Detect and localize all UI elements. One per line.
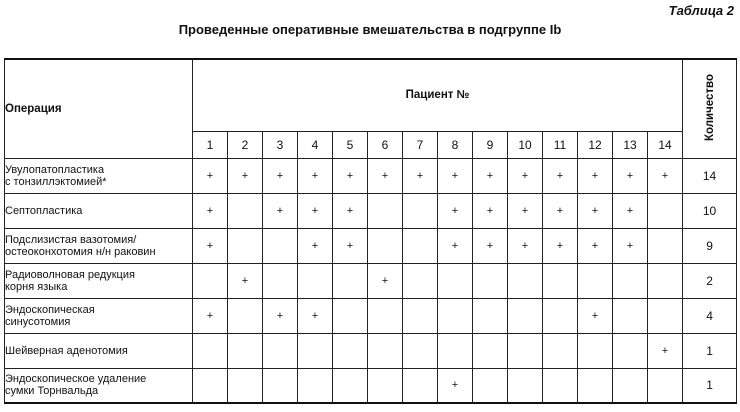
patient-number-header: 14 bbox=[648, 131, 683, 158]
patient-mark-cell bbox=[368, 333, 403, 368]
patient-mark-cell bbox=[543, 298, 578, 333]
patient-mark-cell bbox=[368, 298, 403, 333]
patient-mark-cell: + bbox=[263, 193, 298, 228]
patient-mark-cell bbox=[193, 263, 228, 298]
patient-mark-cell bbox=[438, 333, 473, 368]
patient-mark-cell bbox=[403, 368, 438, 403]
patient-number-header: 9 bbox=[473, 131, 508, 158]
operation-name bbox=[5, 298, 193, 333]
patient-mark-cell: + bbox=[543, 228, 578, 263]
operation-name-line: корня языка bbox=[5, 280, 68, 293]
operation-name-line: Септопластика bbox=[5, 204, 83, 217]
operation-name bbox=[5, 368, 193, 403]
patient-mark-cell: + bbox=[368, 263, 403, 298]
patient-mark-cell: + bbox=[193, 158, 228, 193]
patient-mark-cell: + bbox=[403, 158, 438, 193]
operation-count: 4 bbox=[683, 298, 737, 333]
patient-mark-cell bbox=[333, 263, 368, 298]
patient-mark-cell: + bbox=[193, 228, 228, 263]
patient-number-header: 2 bbox=[228, 131, 263, 158]
table-row bbox=[5, 263, 737, 298]
table-number: Таблица 2 bbox=[668, 3, 734, 18]
patient-mark-cell bbox=[473, 368, 508, 403]
patient-number-header: 3 bbox=[263, 131, 298, 158]
patient-mark-cell bbox=[543, 333, 578, 368]
patient-mark-cell bbox=[193, 333, 228, 368]
patient-mark-cell: + bbox=[578, 228, 613, 263]
operations-table bbox=[4, 58, 737, 404]
patient-mark-cell: + bbox=[438, 228, 473, 263]
patient-mark-cell: + bbox=[543, 193, 578, 228]
patient-mark-cell: + bbox=[298, 298, 333, 333]
operation-name-line: с тонзиллэктомией* bbox=[5, 175, 107, 188]
patient-mark-cell bbox=[473, 298, 508, 333]
patient-mark-cell bbox=[648, 228, 683, 263]
operation-name-line: Увулопатопластика bbox=[5, 163, 105, 176]
table-row bbox=[5, 158, 737, 193]
patient-mark-cell bbox=[613, 333, 648, 368]
operation-count: 9 bbox=[683, 228, 737, 263]
patient-mark-cell bbox=[228, 193, 263, 228]
patient-number-header: 5 bbox=[333, 131, 368, 158]
patient-mark-cell bbox=[298, 368, 333, 403]
operation-count: 1 bbox=[683, 368, 737, 403]
patient-mark-cell bbox=[578, 368, 613, 403]
patient-mark-cell bbox=[648, 368, 683, 403]
patient-mark-cell: + bbox=[298, 158, 333, 193]
patient-mark-cell: + bbox=[613, 158, 648, 193]
patient-mark-cell: + bbox=[368, 158, 403, 193]
operation-name bbox=[5, 158, 193, 193]
operation-name-line: сумки Торнвальда bbox=[5, 385, 99, 398]
patient-mark-cell: + bbox=[648, 333, 683, 368]
patient-mark-cell: + bbox=[578, 193, 613, 228]
patient-mark-cell bbox=[613, 298, 648, 333]
patient-mark-cell: + bbox=[578, 158, 613, 193]
table-row bbox=[5, 193, 737, 228]
operation-name bbox=[5, 263, 193, 298]
patient-mark-cell: + bbox=[263, 298, 298, 333]
patient-mark-cell bbox=[648, 298, 683, 333]
patient-number-header: 10 bbox=[508, 131, 543, 158]
patient-mark-cell bbox=[333, 333, 368, 368]
patient-mark-cell bbox=[508, 298, 543, 333]
patient-mark-cell: + bbox=[438, 158, 473, 193]
operation-name bbox=[5, 193, 193, 228]
operation-name-line: Радиоволновая редукция bbox=[5, 268, 135, 281]
patient-mark-cell: + bbox=[508, 228, 543, 263]
patient-mark-cell bbox=[228, 333, 263, 368]
patient-mark-cell: + bbox=[438, 368, 473, 403]
patient-mark-cell: + bbox=[473, 228, 508, 263]
operation-name-line: Подслизистая вазотомия/ bbox=[5, 233, 137, 246]
patient-mark-cell bbox=[578, 333, 613, 368]
patient-mark-cell bbox=[473, 263, 508, 298]
patient-mark-cell: + bbox=[438, 193, 473, 228]
patient-mark-cell bbox=[298, 263, 333, 298]
patient-mark-cell bbox=[263, 368, 298, 403]
patient-mark-cell bbox=[438, 298, 473, 333]
header-count bbox=[683, 59, 737, 158]
patient-mark-cell bbox=[368, 193, 403, 228]
patient-mark-cell bbox=[228, 368, 263, 403]
table-title: Проведенные оперативные вмешательства в подгруппе Ib bbox=[178, 22, 562, 37]
patient-mark-cell bbox=[578, 263, 613, 298]
patient-mark-cell bbox=[543, 368, 578, 403]
patient-number-header: 6 bbox=[368, 131, 403, 158]
operation-count: 10 bbox=[683, 193, 737, 228]
patient-mark-cell: + bbox=[473, 158, 508, 193]
operation-count: 1 bbox=[683, 333, 737, 368]
patient-mark-cell: + bbox=[298, 193, 333, 228]
header-patient: Пациент № bbox=[193, 59, 683, 131]
patient-mark-cell bbox=[333, 298, 368, 333]
patient-mark-cell bbox=[228, 298, 263, 333]
patient-number-header: 8 bbox=[438, 131, 473, 158]
patient-number-header: 4 bbox=[298, 131, 333, 158]
patient-mark-cell bbox=[193, 368, 228, 403]
patient-mark-cell: + bbox=[578, 298, 613, 333]
patient-mark-cell bbox=[403, 193, 438, 228]
patient-mark-cell: + bbox=[333, 193, 368, 228]
patient-mark-cell: + bbox=[228, 263, 263, 298]
patient-number-header: 11 bbox=[543, 131, 578, 158]
patient-mark-cell bbox=[368, 228, 403, 263]
header-count-label: Количество bbox=[703, 73, 716, 141]
table-row bbox=[5, 228, 737, 263]
operation-name-line: Эндоскопическая bbox=[5, 303, 95, 316]
patient-mark-cell: + bbox=[263, 158, 298, 193]
patient-mark-cell bbox=[613, 263, 648, 298]
operation-name bbox=[5, 333, 193, 368]
operation-count: 14 bbox=[683, 158, 737, 193]
patient-mark-cell bbox=[508, 368, 543, 403]
patient-mark-cell bbox=[403, 228, 438, 263]
patient-number-header: 1 bbox=[193, 131, 228, 158]
patient-mark-cell: + bbox=[508, 158, 543, 193]
patient-mark-cell: + bbox=[648, 158, 683, 193]
patient-mark-cell bbox=[228, 228, 263, 263]
operation-name bbox=[5, 228, 193, 263]
patient-mark-cell bbox=[543, 263, 578, 298]
patient-mark-cell: + bbox=[298, 228, 333, 263]
table-row bbox=[5, 298, 737, 333]
operation-name-line: остеоконхотомия н/н раковин bbox=[5, 245, 156, 258]
patient-mark-cell bbox=[508, 263, 543, 298]
patient-mark-cell bbox=[438, 263, 473, 298]
table-row bbox=[5, 368, 737, 403]
patient-mark-cell: + bbox=[333, 158, 368, 193]
patient-mark-cell bbox=[263, 228, 298, 263]
patient-mark-cell bbox=[368, 368, 403, 403]
patient-mark-cell bbox=[648, 193, 683, 228]
patient-mark-cell: + bbox=[228, 158, 263, 193]
patient-mark-cell: + bbox=[543, 158, 578, 193]
header-operation: Операция bbox=[5, 59, 193, 158]
patient-mark-cell: + bbox=[508, 193, 543, 228]
patient-mark-cell: + bbox=[473, 193, 508, 228]
patient-number-header: 12 bbox=[578, 131, 613, 158]
patient-number-header: 13 bbox=[613, 131, 648, 158]
patient-mark-cell bbox=[403, 263, 438, 298]
patient-mark-cell bbox=[403, 298, 438, 333]
patient-mark-cell: + bbox=[613, 193, 648, 228]
patient-mark-cell bbox=[298, 333, 333, 368]
operation-name-line: Шейверная аденотомия bbox=[5, 344, 128, 357]
operation-count: 2 bbox=[683, 263, 737, 298]
patient-mark-cell bbox=[613, 368, 648, 403]
patient-number-header: 7 bbox=[403, 131, 438, 158]
patient-mark-cell bbox=[263, 333, 298, 368]
patient-mark-cell: + bbox=[193, 193, 228, 228]
patient-mark-cell bbox=[263, 263, 298, 298]
patient-mark-cell bbox=[648, 263, 683, 298]
operation-name-line: синусотомия bbox=[5, 315, 71, 328]
patient-mark-cell: + bbox=[193, 298, 228, 333]
table-row bbox=[5, 333, 737, 368]
patient-mark-cell bbox=[508, 333, 543, 368]
patient-mark-cell: + bbox=[333, 228, 368, 263]
operation-name-line: Эндоскопическое удаление bbox=[5, 373, 147, 386]
patient-mark-cell: + bbox=[613, 228, 648, 263]
patient-mark-cell bbox=[473, 333, 508, 368]
patient-mark-cell bbox=[333, 368, 368, 403]
patient-mark-cell bbox=[403, 333, 438, 368]
